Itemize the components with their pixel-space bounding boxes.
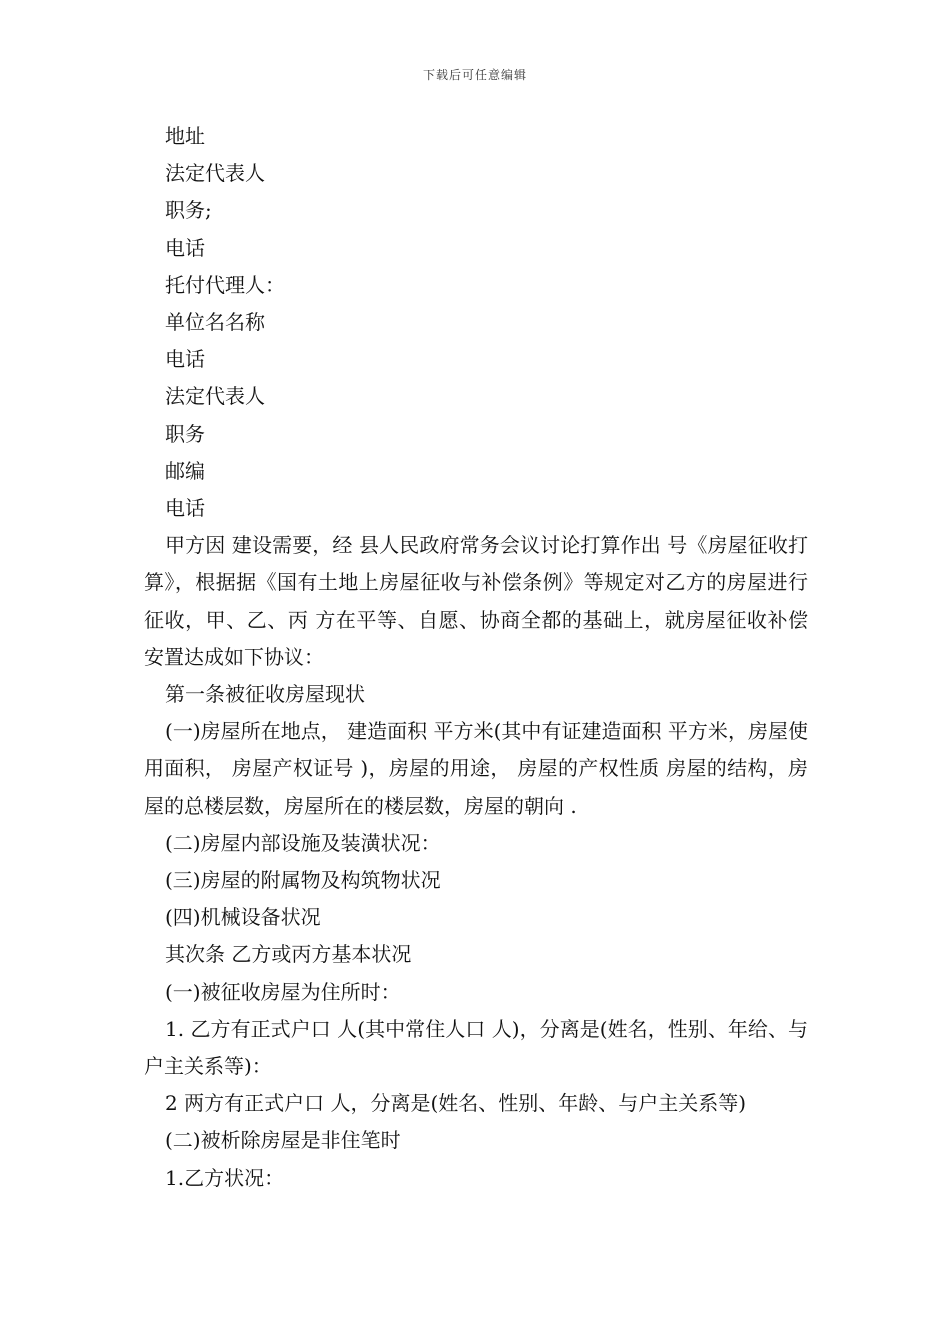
intro-paragraph: 甲方因 建设需要，经 县人民政府常务会议讨论打算作出 号《房屋征收打算》，根据据《国有土地上房屋征收与补偿条例》等规定对乙方的房屋进行征收，甲、乙、丙 方在平等、自愿、协商全都的基础上，就房屋征收补偿安置达成如下协议： [144, 533, 808, 669]
field-position: 职务 [165, 421, 205, 446]
field-phone: 电话 [165, 235, 205, 260]
article-2-item-2-1: 1.乙方状况： [165, 1165, 285, 1190]
article-1-item-1: (一)房屋所在地点， 建造面积 平方米(其中有证建造面积 平方米，房屋使用面积， 房屋产权证号 )，房屋的用途， 房屋的产权性质 房屋的结构，房屋的总楼层数，房屋所在的楼层数，房屋的朝向 . [144, 719, 808, 818]
article-1-item-2: (二)房屋内部设施及装潢状况： [165, 830, 441, 855]
article-2-item-1-2: 2 两方有正式户口 人，分离是(姓名、性别、年龄、与户主关系等) [165, 1091, 747, 1116]
article-2-item-1-1: 1. 乙方有正式户口 人(其中常住人口 人)，分离是(姓名，性别、年给、与户主关系等)： [144, 1016, 808, 1079]
field-legal-representative: 法定代表人 [165, 384, 265, 409]
field-position: 职务; [165, 198, 212, 223]
article-2-title: 其次条 乙方或丙方基本状况 [165, 942, 412, 967]
field-postcode: 邮编 [165, 458, 205, 483]
field-unit-name: 单位名名称 [165, 310, 265, 335]
field-phone: 电话 [165, 496, 205, 521]
article-2-item-2: (二)被析除房屋是非住笔时 [165, 1128, 401, 1153]
article-1-title: 第一条被征收房屋现状 [165, 682, 365, 707]
article-2-item-1: (一)被征收房屋为住所时： [165, 979, 401, 1004]
field-address: 地址 [165, 124, 205, 148]
page-header-note: 下载后可任意编辑 [422, 68, 527, 82]
article-1-item-3: (三)房屋的附属物及构筑物状况 [165, 868, 441, 893]
field-agent: 托付代理人： [165, 272, 285, 297]
field-legal-representative: 法定代表人 [165, 161, 265, 186]
field-phone: 电话 [165, 347, 205, 372]
document-body [144, 118, 808, 1197]
article-1-item-4: (四)机械设备状况 [165, 905, 321, 930]
